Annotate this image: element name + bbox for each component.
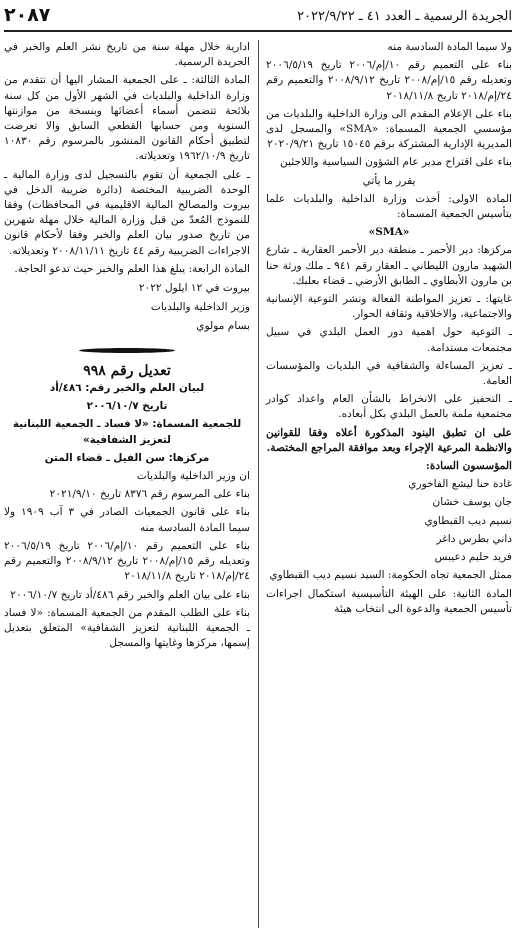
government-representative: ممثل الجمعية تجاه الحكومة: السيد نسيم ديب القبطاوي: [269, 569, 512, 582]
paragraph: بناء على التعميم رقم ١٠/إم/٢٠٠٦ تاريخ ٢٠٠٦/٥/١٩ وتعديله رقم ١٥/إم/٢٠٠٨ تاريخ ٢٠٠٨/٩/١٢ والتعميم رقم ٢٤/إم/٢٠١٨ تاريخ ٢٠١٨/١١/٨: [266, 59, 512, 102]
signature-name: بسام مولوي: [196, 320, 250, 333]
association-title: للجمعية المسماة: «لا فساد ـ الجمعية اللبنانية لتعزيز الشفافية»: [12, 418, 242, 446]
page-number: ٢٠٨٧: [4, 4, 51, 26]
founder-name: نسيم ديب القبطاوي: [424, 514, 512, 527]
compliance-clause: على ان تطبق البنود المذكورة أعلاه وفقا للقوانين والانظمة المرعية الإجراء وبعد موافقة المراجع المختصة.: [266, 426, 512, 454]
signature-date: بيروت في ١٢ ايلول ٢٠٢٢: [138, 282, 250, 295]
announcement-date: تاريخ ٢٠٠٦/١٠/٧: [86, 400, 168, 413]
announcement-heading: لبيان العلم والخبر رقم: ٤٨٦/أد: [49, 382, 205, 395]
page-header: [4, 4, 512, 32]
article-three: المادة الثالثة: ـ على الجمعية المشار اليها أن تتقدم من وزارة الداخلية والبلديات في الشهر الأول من كل سنة بلائحة تتضمن أسماء أعضائها وبنسخة من موازنتها السنوية ومن حسابها القطعي السابق والا تعرضت لتطبيق أحكام القانون المنشور بالمرسوم رقم ١٠٨٣٠ تاريخ ١٩٦٢/١٠/٩ وتعديلاته.: [4, 74, 250, 163]
objectives: غايتها: ـ تعزيز المواطنة الفعالة ونشر التوعية الإنسانية والاجتماعية، والاخلاقية وثقافة الحوار.: [266, 293, 512, 321]
paragraph: ان وزير الداخلية والبلديات: [136, 470, 250, 483]
decision-heading: يقرر ما يأتي: [362, 174, 416, 187]
separator-ornament: [4, 343, 250, 358]
founder-name: جان يوسف خشان: [432, 496, 512, 509]
founder-name: غادة حنا ليشع الفاخوري: [408, 478, 512, 491]
paragraph: ادارية خلال مهلة سنة من تاريخ نشر العلم والخبر في الجريدة الرسمية.: [4, 41, 250, 69]
founder-name: فريد حليم دعيبس: [434, 551, 512, 564]
column-divider: [258, 40, 259, 928]
article-two: المادة الثانية: على الهيئة التأسيسية استكمال اجراءات تأسيس الجمعية والدعوة الى انتخاب هيئة: [266, 587, 512, 615]
paragraph: ـ على الجمعية أن تقوم بالتسجيل لدى وزارة المالية ـ الوحدة الضريبية المختصة (دائرة ضريبة الدخل في بيروت والمصالح المالية الاقليمية في المحافظات) وفقا للنموذج المُعدّ من قبل وزارة المالية خلال مهلة شهرين من تاريخ صدور بيان العلم والخبر وفقا لأحكام قانون الاجراءات الضريبية رقم ٤٤ تاريخ ٢٠٠٨/١١/١١ وتعديلاته.: [4, 168, 250, 257]
objective-item: ـ التحفيز على الانخراط بالشأن العام واعداد كوادر مجتمعية ملمة بالعمل البلدي بكل أبعاده.: [266, 393, 512, 421]
objective-item: ـ تعزيز المساءلة والشفافية في البلديات والمؤسسات العامة.: [266, 359, 512, 388]
paragraph: بناء على بيان العلم والخبر رقم ٤٨٦/أد تاريخ ٢٠٠٦/١٠/٧: [10, 588, 250, 601]
right-column: [266, 40, 512, 620]
founders-heading: المؤسسون السادة:: [425, 460, 512, 473]
article-one: المادة الاولى: أخذت وزارة الداخلية والبلديات علما بتأسيس الجمعية المسماة:: [266, 192, 512, 221]
article-four: المادة الرابعة: يبلغ هذا العلم والخبر حيث تدعو الحاجة.: [14, 262, 250, 275]
association-name: «SMA»: [368, 226, 410, 239]
headquarters: مركزها: دير الأحمر ـ منطقة دير الأحمر العقارية ـ شارع الشهيد مارون الليطاني ـ العقار رقم ٩٤١ ـ ملك ورثة حنا بن مارون الأبطاوي ـ الطابق الأرضي ـ قضاء بعلبك.: [266, 244, 512, 287]
paragraph: بناء على الإعلام المقدم الى وزارة الداخلية والبلديات من مؤسسي الجمعية المسماة: «SMA» والمسجل لدى المديرية الإدارية المشتركة برقم ١٥٠٤٥ تاريخ ٢٠٢٠/٩/٢١: [266, 107, 512, 151]
amendment-number: تعديل رقم ٩٩٨: [83, 362, 171, 379]
founder-name: داني بطرس داغر: [436, 532, 512, 545]
left-column: [4, 40, 250, 654]
signature-role: وزير الداخلية والبلديات: [150, 301, 250, 314]
paragraph: بناء على التعميم رقم ١٠/إم/٢٠٠٦ تاريخ ٢٠٠٦/٥/١٩ وتعديله رقم ١٥/إم/٢٠٠٨ تاريخ ٢٠٠٨/٩/١٢ والتعميم رقم ٢٤/إم/٢٠١٨ تاريخ ٢٠١٨/١١/٨: [4, 539, 250, 583]
paragraph: بناء على المرسوم رقم ٨٣٧٦ تاريخ ٢٠٢١/٩/١٠: [49, 488, 250, 501]
paragraph: بناء على قانون الجمعيات الصادر في ٣ آب ١٩٠٩ ولا سيما المادة السادسة منه: [4, 506, 250, 534]
paragraph: ولا سيما المادة السادسة منه: [387, 41, 512, 53]
paragraph: بناء على اقتراح مدير عام الشؤون السياسية واللاجئين: [280, 156, 512, 169]
paragraph: بناء على الطلب المقدم من الجمعية المسماة: «لا فساد ـ الجمعية اللبنانية لتعزيز الشفافية» المتعلق بتعديل إسمها، مركزها وغايتها والمسجل: [4, 606, 250, 650]
association-headquarters: مركزها: سن الفيل ـ قضاء المتن: [44, 451, 210, 464]
gazette-title: الجريدة الرسمية ـ العدد ٤١ ـ ٢٠٢٢/٩/٢٢: [297, 9, 512, 24]
objective-item: ـ التوعية حول اهمية دور العمل البلدي في سبيل مجتمعات مستدامة.: [266, 326, 512, 354]
